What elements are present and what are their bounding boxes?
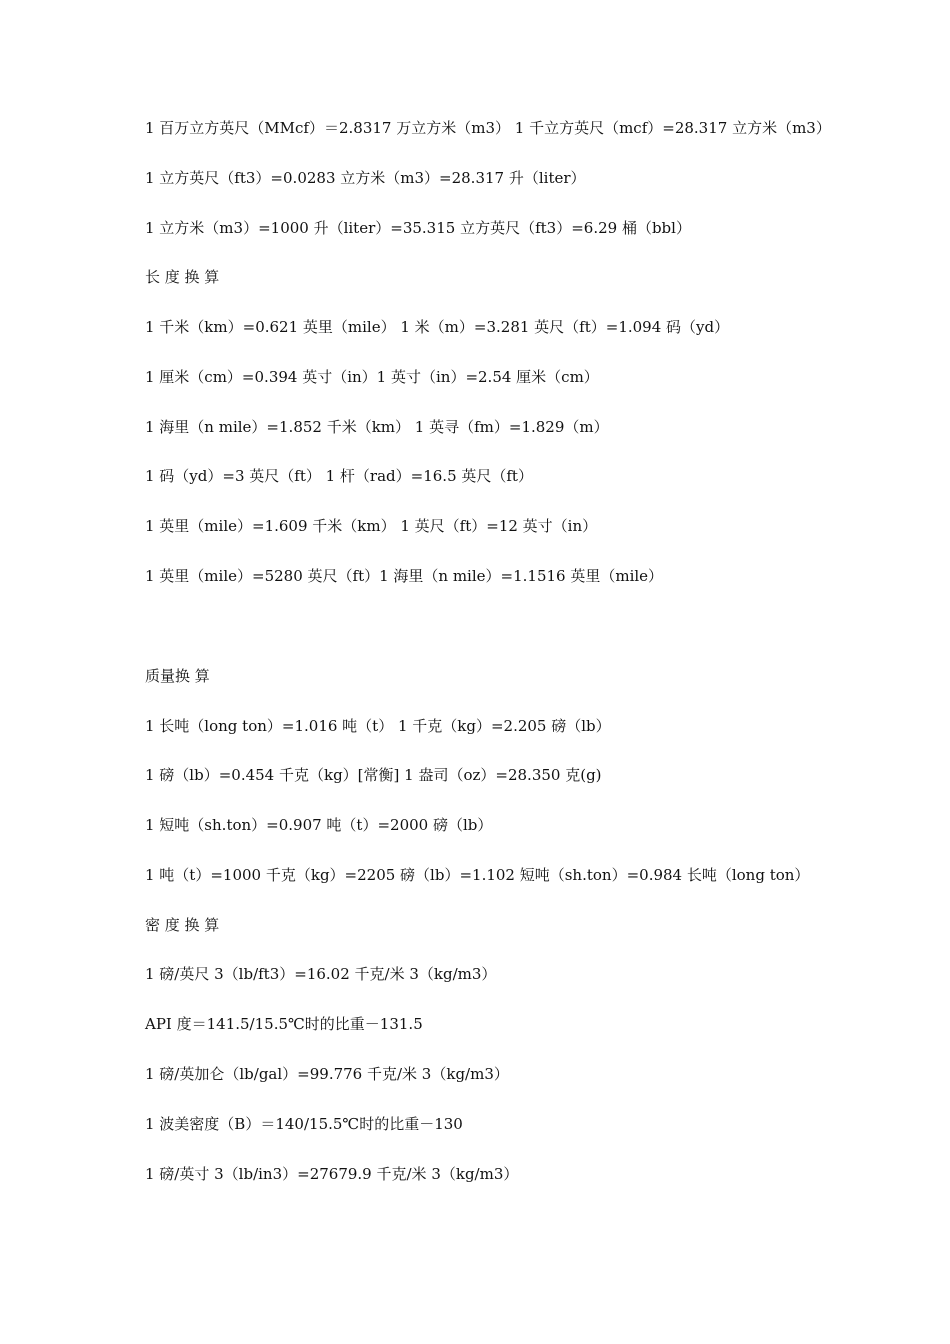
mass-line-long-ton: 1 长吨（long ton）=1.016 吨（t） 1 千克（kg）=2.205 磅（lb）	[145, 717, 611, 735]
density-line-lb-in3: 1 磅/英寸 3（lb/in3）=27679.9 千克/米 3（kg/m3）	[145, 1165, 519, 1183]
volume-line-mmcf: 1 百万立方英尺（MMcf）＝2.8317 万立方米（m3） 1 千立方英尺（mcf）=28.317 立方米（m3）	[145, 119, 831, 137]
mass-line-ton: 1 吨（t）=1000 千克（kg）=2205 磅（lb）=1.102 短吨（sh.ton）=0.984 长吨（long ton）	[145, 866, 810, 884]
volume-line-cubic-meter: 1 立方米（m3）=1000 升（liter）=35.315 立方英尺（ft3）=6.29 桶（bbl）	[145, 219, 691, 237]
length-line-km: 1 千米（km）=0.621 英里（mile） 1 米（m）=3.281 英尺（ft）=1.094 码（yd）	[145, 318, 730, 336]
mass-line-short-ton: 1 短吨（sh.ton）=0.907 吨（t）=2000 磅（lb）	[145, 816, 493, 834]
density-line-api: API 度＝141.5/15.5℃时的比重－131.5	[145, 1015, 423, 1033]
density-line-lb-gal: 1 磅/英加仑（lb/gal）=99.776 千克/米 3（kg/m3）	[145, 1065, 509, 1083]
density-line-lb-ft3: 1 磅/英尺 3（lb/ft3）=16.02 千克/米 3（kg/m3）	[145, 965, 497, 983]
volume-line-cubic-foot: 1 立方英尺（ft3）=0.0283 立方米（m3）=28.317 升（liter）	[145, 169, 586, 187]
length-line-mile-feet: 1 英里（mile）=5280 英尺（ft）1 海里（n mile）=1.1516 英里（mile）	[145, 567, 664, 585]
density-heading: 密 度 换 算	[145, 916, 220, 934]
length-heading: 长 度 换 算	[145, 268, 220, 286]
length-line-nautical-mile: 1 海里（n mile）=1.852 千米（km） 1 英寻（fm）=1.829（m）	[145, 418, 609, 436]
length-line-mile: 1 英里（mile）=1.609 千米（km） 1 英尺（ft）=12 英寸（in）	[145, 517, 598, 535]
length-line-cm: 1 厘米（cm）=0.394 英寸（in）1 英寸（in）=2.54 厘米（cm）	[145, 368, 599, 386]
mass-line-pound: 1 磅（lb）=0.454 千克（kg）[常衡] 1 盎司（oz）=28.350 克(g)	[145, 766, 602, 784]
density-line-baume: 1 波美密度（B）＝140/15.5℃时的比重－130	[145, 1115, 463, 1133]
length-line-yard: 1 码（yd）=3 英尺（ft） 1 杆（rad）=16.5 英尺（ft）	[145, 467, 533, 485]
mass-heading: 质量换 算	[145, 667, 210, 685]
